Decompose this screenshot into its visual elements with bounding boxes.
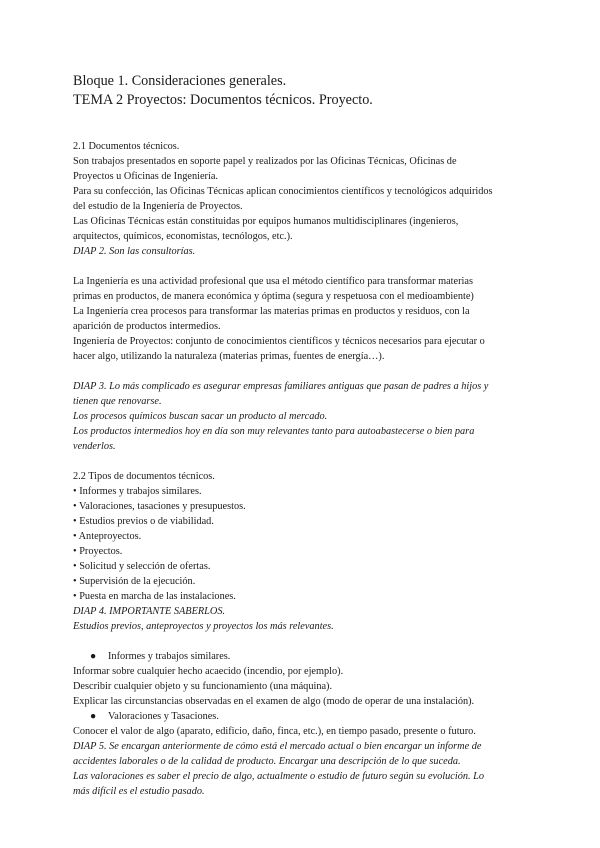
- section-ingenieria: [73, 274, 528, 364]
- topic-title: TEMA 2 Proyectos: Documentos técnicos. Proyecto.: [73, 92, 373, 108]
- slide-note: DIAP 2. Son las consultorías.: [73, 246, 196, 257]
- note-line: venderlos.: [73, 441, 116, 452]
- list-item: [73, 514, 528, 529]
- bullet-icon: •: [73, 576, 77, 587]
- bullet-icon: •: [73, 546, 77, 557]
- bullet-icon: ●: [90, 711, 97, 722]
- paragraph-line: Ingeniería de Proyectos: conjunto de conocimientos científicos y técnicos necesarios para ejecutar o: [73, 336, 485, 347]
- list-item: [73, 709, 528, 724]
- note-line: DIAP 3. Lo más complicado es asegurar empresas familiares antiguas que pasan de padres a hijos y: [73, 381, 489, 392]
- bullet-icon: •: [73, 501, 77, 512]
- note-line: DIAP 5. Se encargan anteriormente de cómo está el mercado actual o bien encargar un informe de: [73, 741, 482, 752]
- paragraph-line: del estudio de la Ingeniería de Proyectos.: [73, 201, 243, 212]
- section-tipos-documentos: [73, 469, 528, 634]
- paragraph-line: Proyectos u Oficinas de Ingeniería.: [73, 171, 218, 182]
- note-line: accidentes laborales o de la calidad de producto. Encargar una descripción de lo que suceda.: [73, 756, 461, 767]
- list-item: [73, 574, 528, 589]
- section-heading: 2.2 Tipos de documentos técnicos.: [73, 471, 215, 482]
- bullet-icon: •: [73, 531, 77, 542]
- round-bullet-list: [73, 709, 528, 724]
- list-item-label: Proyectos.: [79, 546, 123, 557]
- list-item-label: Valoraciones y Tasaciones.: [108, 711, 219, 722]
- list-item: [73, 499, 528, 514]
- list-item-label: Informes y trabajos similares.: [108, 651, 231, 662]
- paragraph-line: arquitectos, químicos, economistas, tecnólogos, etc.).: [73, 231, 293, 242]
- bullet-icon: ●: [90, 651, 97, 662]
- list-item: [73, 559, 528, 574]
- paragraph-line: Son trabajos presentados en soporte papel y realizados por las Oficinas Técnicas, Oficinas de: [73, 156, 457, 167]
- section-diap3-notes: [73, 379, 528, 454]
- list-item: [73, 589, 528, 604]
- bullet-icon: •: [73, 486, 77, 497]
- list-item: [73, 544, 528, 559]
- paragraph-line: Informar sobre cualquier hecho acaecido (incendio, por ejemplo).: [73, 666, 344, 677]
- note-line: más difícil es el estudio pasado.: [73, 786, 205, 797]
- note-line: tienen que renovarse.: [73, 396, 162, 407]
- bullet-icon: •: [73, 516, 77, 527]
- paragraph-line: Las Oficinas Técnicas están constituidas por equipos humanos multidisciplinares (ingenieros,: [73, 216, 459, 227]
- paragraph-line: Para su confección, las Oficinas Técnicas aplican conocimientos científicos y tecnológicos adquiridos: [73, 186, 493, 197]
- section-documentos-tecnicos: [73, 139, 528, 259]
- list-item: [73, 529, 528, 544]
- paragraph-line: aparición de productos intermedios.: [73, 321, 221, 332]
- list-item-label: Valoraciones, tasaciones y presupuestos.: [79, 501, 246, 512]
- round-bullet-list: [73, 649, 528, 664]
- paragraph-line: La Ingeniería es una actividad profesional que usa el método científico para transformar materias: [73, 276, 473, 287]
- block-title: Bloque 1. Consideraciones generales.: [73, 73, 287, 89]
- paragraph-line: Describir cualquier objeto y su funcionamiento (una máquina).: [73, 681, 333, 692]
- list-item-label: Anteproyectos.: [78, 531, 142, 542]
- note-line: Las valoraciones es saber el precio de algo, actualmente o estudio de futuro según su evolución. Lo: [73, 771, 485, 782]
- section-heading: 2.1 Documentos técnicos.: [73, 141, 180, 152]
- list-item-label: Supervisión de la ejecución.: [79, 576, 196, 587]
- list-item-label: Solicitud y selección de ofertas.: [79, 561, 211, 572]
- paragraph-line: Explicar las circunstancias observadas en el examen de algo (modo de operar de una instalación).: [73, 696, 475, 707]
- list-item-label: Estudios previos o de viabilidad.: [79, 516, 214, 527]
- bullet-icon: •: [73, 591, 77, 602]
- paragraph-line: hacer algo, utilizando la naturaleza (materias primas, fuentes de energía…).: [73, 351, 385, 362]
- paragraph-line: La Ingeniería crea procesos para transformar las materias primas en productos y residuos, con la: [73, 306, 470, 317]
- section-detalle-tipos: [73, 649, 528, 799]
- list-item-label: Puesta en marcha de las instalaciones.: [79, 591, 236, 602]
- list-item: [73, 484, 528, 499]
- list-item-label: Informes y trabajos similares.: [79, 486, 202, 497]
- paragraph-line: Conocer el valor de algo (aparato, edificio, daño, finca, etc.), en tiempo pasado, presente o futuro.: [73, 726, 476, 737]
- paragraph-line: primas en productos, de manera económica y óptima (segura y respetuosa con el medioambiente): [73, 291, 474, 302]
- list-item: [73, 649, 528, 664]
- slide-note: DIAP 4. IMPORTANTE SABERLOS.: [73, 606, 226, 617]
- slide-note: Estudios previos, anteproyectos y proyectos los más relevantes.: [73, 621, 334, 632]
- bullet-icon: •: [73, 561, 77, 572]
- note-line: Los productos intermedios hoy en día son muy relevantes tanto para autoabastecerse o bien para: [73, 426, 475, 437]
- document-page: [73, 72, 528, 799]
- note-line: Los procesos químicos buscan sacar un producto al mercado.: [73, 411, 328, 422]
